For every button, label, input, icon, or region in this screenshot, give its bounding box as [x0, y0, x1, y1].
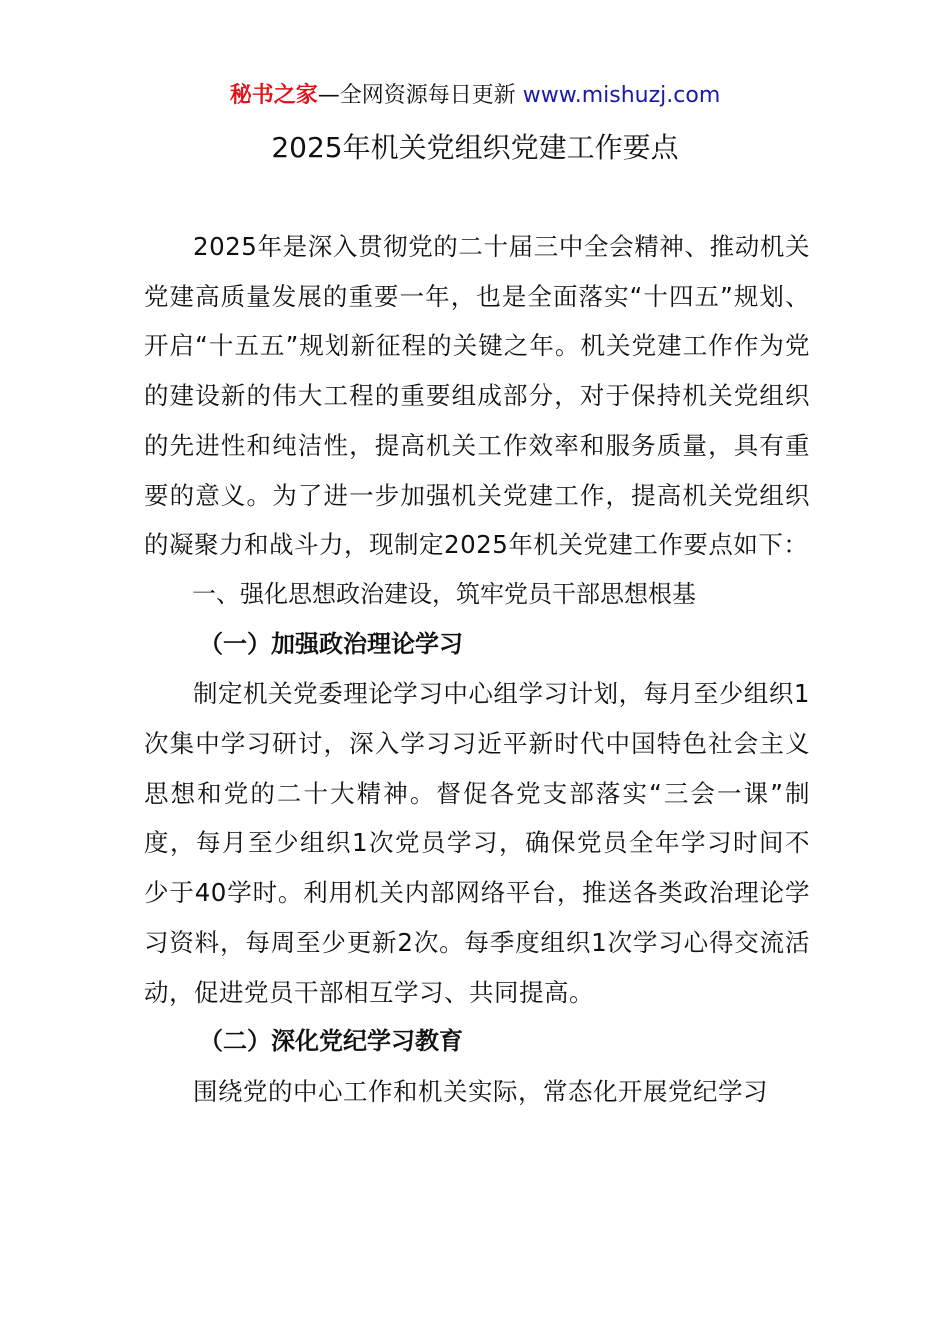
site-url-link[interactable]: www.mishuzj.com	[522, 83, 721, 108]
site-tagline: —全网资源每日更新	[317, 83, 516, 108]
subsection-paragraph: 围绕党的中心工作和机关实际，常态化开展党纪学习	[193, 1076, 768, 1106]
subsection-heading: （一）加强政治理论学习	[199, 629, 463, 658]
subsection-paragraph: 制定机关党委理论学习中心组学习计划，每月至少组织1次集中学习研讨，深入学习习近平新时代中国特色社会主义思想和党的二十大精神。督促各党支部落实“三会一课”制度，每月至少组织1次党员学习，确保党员全年学习时间不少于40学时。利用机关内部网络平台，推送各类政治理论学习资料，每周至少更新2次。每季度组织1次学习心得交流活动，促进党员干部相互学习、共同提高。	[144, 679, 810, 1007]
section-heading: 一、强化思想政治建设，筑牢党员干部思想根基	[192, 579, 696, 608]
subsection-heading: （二）深化党纪学习教育	[199, 1027, 463, 1056]
site-brand: 秘书之家	[229, 83, 318, 108]
document-body	[144, 222, 810, 1117]
document-title: 2025年机关党组织党建工作要点	[271, 131, 679, 164]
intro-paragraph: 2025年是深入贯彻党的二十届三中全会精神、推动机关党建高质量发展的重要一年，也是全面落实“十四五”规划、开启“十五五”规划新征程的关键之年。机关党建工作作为党的建设新的伟大工程的重要组成部分，对于保持机关党组织的先进性和纯洁性，提高机关工作效率和服务质量，具有重要的意义。为了进一步加强机关党建工作，提高机关党组织的凝聚力和战斗力，现制定2025年机关党建工作要点如下：	[144, 232, 810, 560]
site-header	[0, 80, 950, 112]
